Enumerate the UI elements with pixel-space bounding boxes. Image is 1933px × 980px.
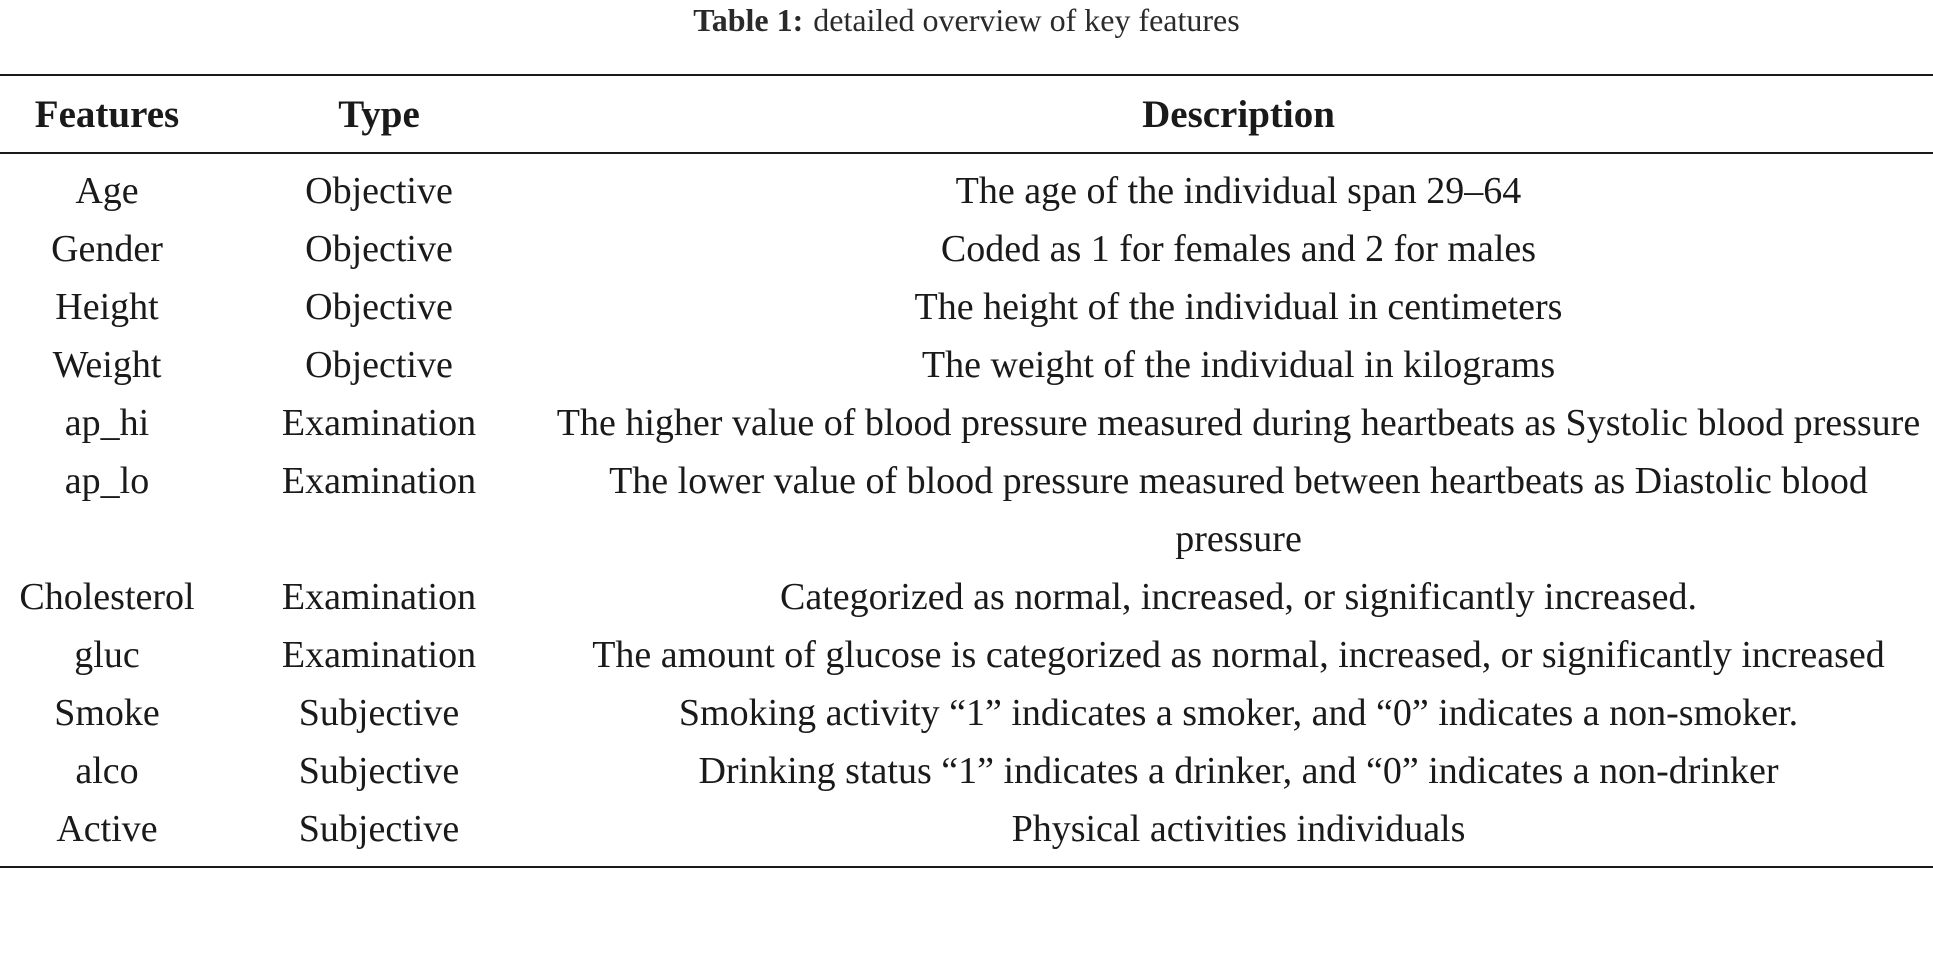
table-header (0, 75, 1933, 153)
table-row (0, 394, 1933, 452)
cell-description: Coded as 1 for females and 2 for males (940, 228, 1537, 270)
header-description: Description (1142, 92, 1335, 136)
cell-type: Subjective (298, 750, 460, 792)
cell-feature: Cholesterol (19, 576, 195, 618)
header-type: Type (338, 92, 420, 136)
header-row (0, 75, 1933, 153)
table-row (0, 452, 1933, 568)
cell-type: Subjective (298, 808, 460, 850)
cell-type: Objective (305, 286, 453, 328)
cell-feature: ap_lo (64, 460, 150, 502)
cell-description: The higher value of blood pressure measured during heartbeats as Systolic blood pressure (556, 402, 1921, 444)
cell-type: Examination (281, 460, 477, 502)
table-row (0, 278, 1933, 336)
cell-type: Subjective (298, 692, 460, 734)
cell-feature: alco (75, 750, 139, 792)
table-row (0, 568, 1933, 626)
cell-type: Objective (305, 170, 453, 212)
cell-description: Drinking status “1” indicates a drinker, and “0” indicates a non-drinker (698, 750, 1779, 792)
cell-description: Smoking activity “1” indicates a smoker, and “0” indicates a non-smoker. (678, 692, 1799, 734)
cell-type: Examination (281, 576, 477, 618)
cell-feature: Height (55, 286, 159, 328)
cell-description: Physical activities individuals (1011, 808, 1466, 850)
table-row (0, 153, 1933, 220)
table-row (0, 684, 1933, 742)
cell-feature: Gender (51, 228, 163, 270)
cell-type: Objective (305, 228, 453, 270)
cell-feature: ap_hi (64, 402, 150, 444)
caption-label: Table 1: (693, 2, 804, 38)
cell-description: The weight of the individual in kilograms (921, 344, 1556, 386)
cell-feature: Weight (52, 344, 162, 386)
cell-type: Objective (305, 344, 453, 386)
cell-feature: gluc (74, 634, 140, 676)
table-row (0, 800, 1933, 867)
table-caption (0, 0, 1933, 44)
table-row (0, 336, 1933, 394)
cell-description: The age of the individual span 29–64 (955, 170, 1522, 212)
cell-description: The height of the individual in centimeters (914, 286, 1563, 328)
caption-text: detailed overview of key features (813, 2, 1240, 38)
table-body (0, 153, 1933, 867)
header-features: Features (34, 92, 180, 136)
table-row (0, 626, 1933, 684)
cell-description: The lower value of blood pressure measured between heartbeats as Diastolic blood pressure (609, 460, 1868, 560)
cell-description: The amount of glucose is categorized as normal, increased, or significantly increased (592, 634, 1885, 676)
features-table (0, 74, 1933, 868)
cell-feature: Age (75, 170, 139, 212)
cell-description: Categorized as normal, increased, or significantly increased. (780, 576, 1697, 618)
cell-type: Examination (281, 402, 477, 444)
cell-type: Examination (281, 634, 477, 676)
table-row (0, 220, 1933, 278)
cell-feature: Smoke (54, 692, 160, 734)
cell-feature: Active (56, 808, 158, 850)
table-row (0, 742, 1933, 800)
